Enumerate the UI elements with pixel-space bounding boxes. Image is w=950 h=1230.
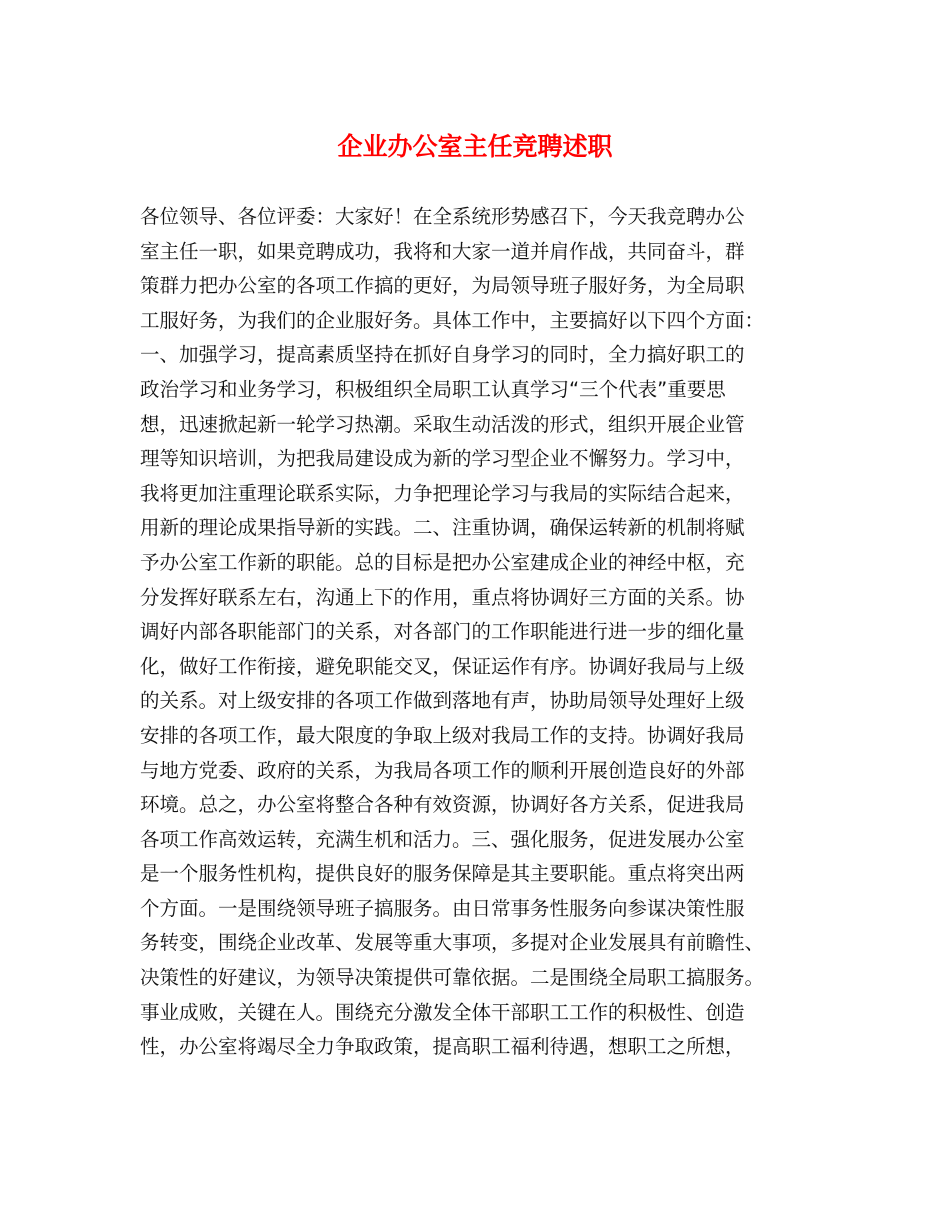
body-line: 理等知识培训，为把我局建设成为新的学习型企业不懈努力。学习中， [140,447,745,471]
body-line: 环境。总之，办公室将整合各种有效资源，协调好各方关系，促进我局 [140,793,745,817]
body-line: 室主任一职，如果竞聘成功，我将和大家一道并肩作战，共同奋斗，群 [140,239,745,263]
body-line: 分发挥好联系左右，沟通上下的作用，重点将协调好三方面的关系。协 [140,585,745,609]
body-line: 想，迅速掀起新一轮学习热潮。采取生动活泼的形式，组织开展企业管 [140,412,745,436]
body-line: 是一个服务性机构，提供良好的服务保障是其主要职能。重点将突出两 [140,862,745,886]
body-line: 性，办公室将竭尽全力争取政策，提高职工福利待遇，想职工之所想， [140,1035,745,1059]
body-line: 决策性的好建议，为领导决策提供可靠依据。二是围绕全局职工搞服务。 [140,966,765,990]
body-line: 的关系。对上级安排的各项工作做到落地有声，协助局领导处理好上级 [140,689,745,713]
body-line: 用新的理论成果指导新的实践。二、注重协调，确保运转新的机制将赋 [140,516,745,540]
body-line: 调好内部各职能部门的关系，对各部门的工作职能进行进一步的细化量 [140,620,745,644]
body-line: 化，做好工作衔接，避免职能交叉，保证运作有序。协调好我局与上级 [140,654,745,678]
body-line: 事业成败，关键在人。围绕充分激发全体干部职工工作的积极性、创造 [140,1000,745,1024]
body-line: 各位领导、各位评委：大家好！在全系统形势感召下，今天我竞聘办公 [140,205,745,228]
body-line: 与地方党委、政府的关系，为我局各项工作的顺利开展创造良好的外部 [140,758,745,782]
body-line: 我将更加注重理论联系实际，力争把理论学习与我局的实际结合起来， [140,481,745,505]
body-line: 政治学习和业务学习，积极组织全局职工认真学习“三个代表”重要思 [140,377,726,401]
body-line: 各项工作高效运转，充满生机和活力。三、强化服务，促进发展办公室 [140,827,745,851]
body-line: 予办公室工作新的职能。总的目标是把办公室建成企业的神经中枢，充 [140,550,745,574]
body-line: 个方面。一是围绕领导班子搞服务。由日常事务性服务向参谋决策性服 [140,896,745,920]
body-line: 工服好务，为我们的企业服好务。具体工作中，主要搞好以下四个方面： [140,308,765,332]
body-line: 务转变，围绕企业改革、发展等重大事项，多提对企业发展具有前瞻性、 [140,931,765,955]
body-line: 策群力把办公室的各项工作搞的更好，为局领导班子服好务，为全局职 [140,274,745,298]
body-line: 一、加强学习，提高素质坚持在抓好自身学习的同时，全力搞好职工的 [140,343,745,367]
document-title: 企业办公室主任竞聘述职 [337,132,613,161]
document-body [140,200,830,1065]
body-line: 安排的各项工作，最大限度的争取上级对我局工作的支持。协调好我局 [140,723,745,747]
